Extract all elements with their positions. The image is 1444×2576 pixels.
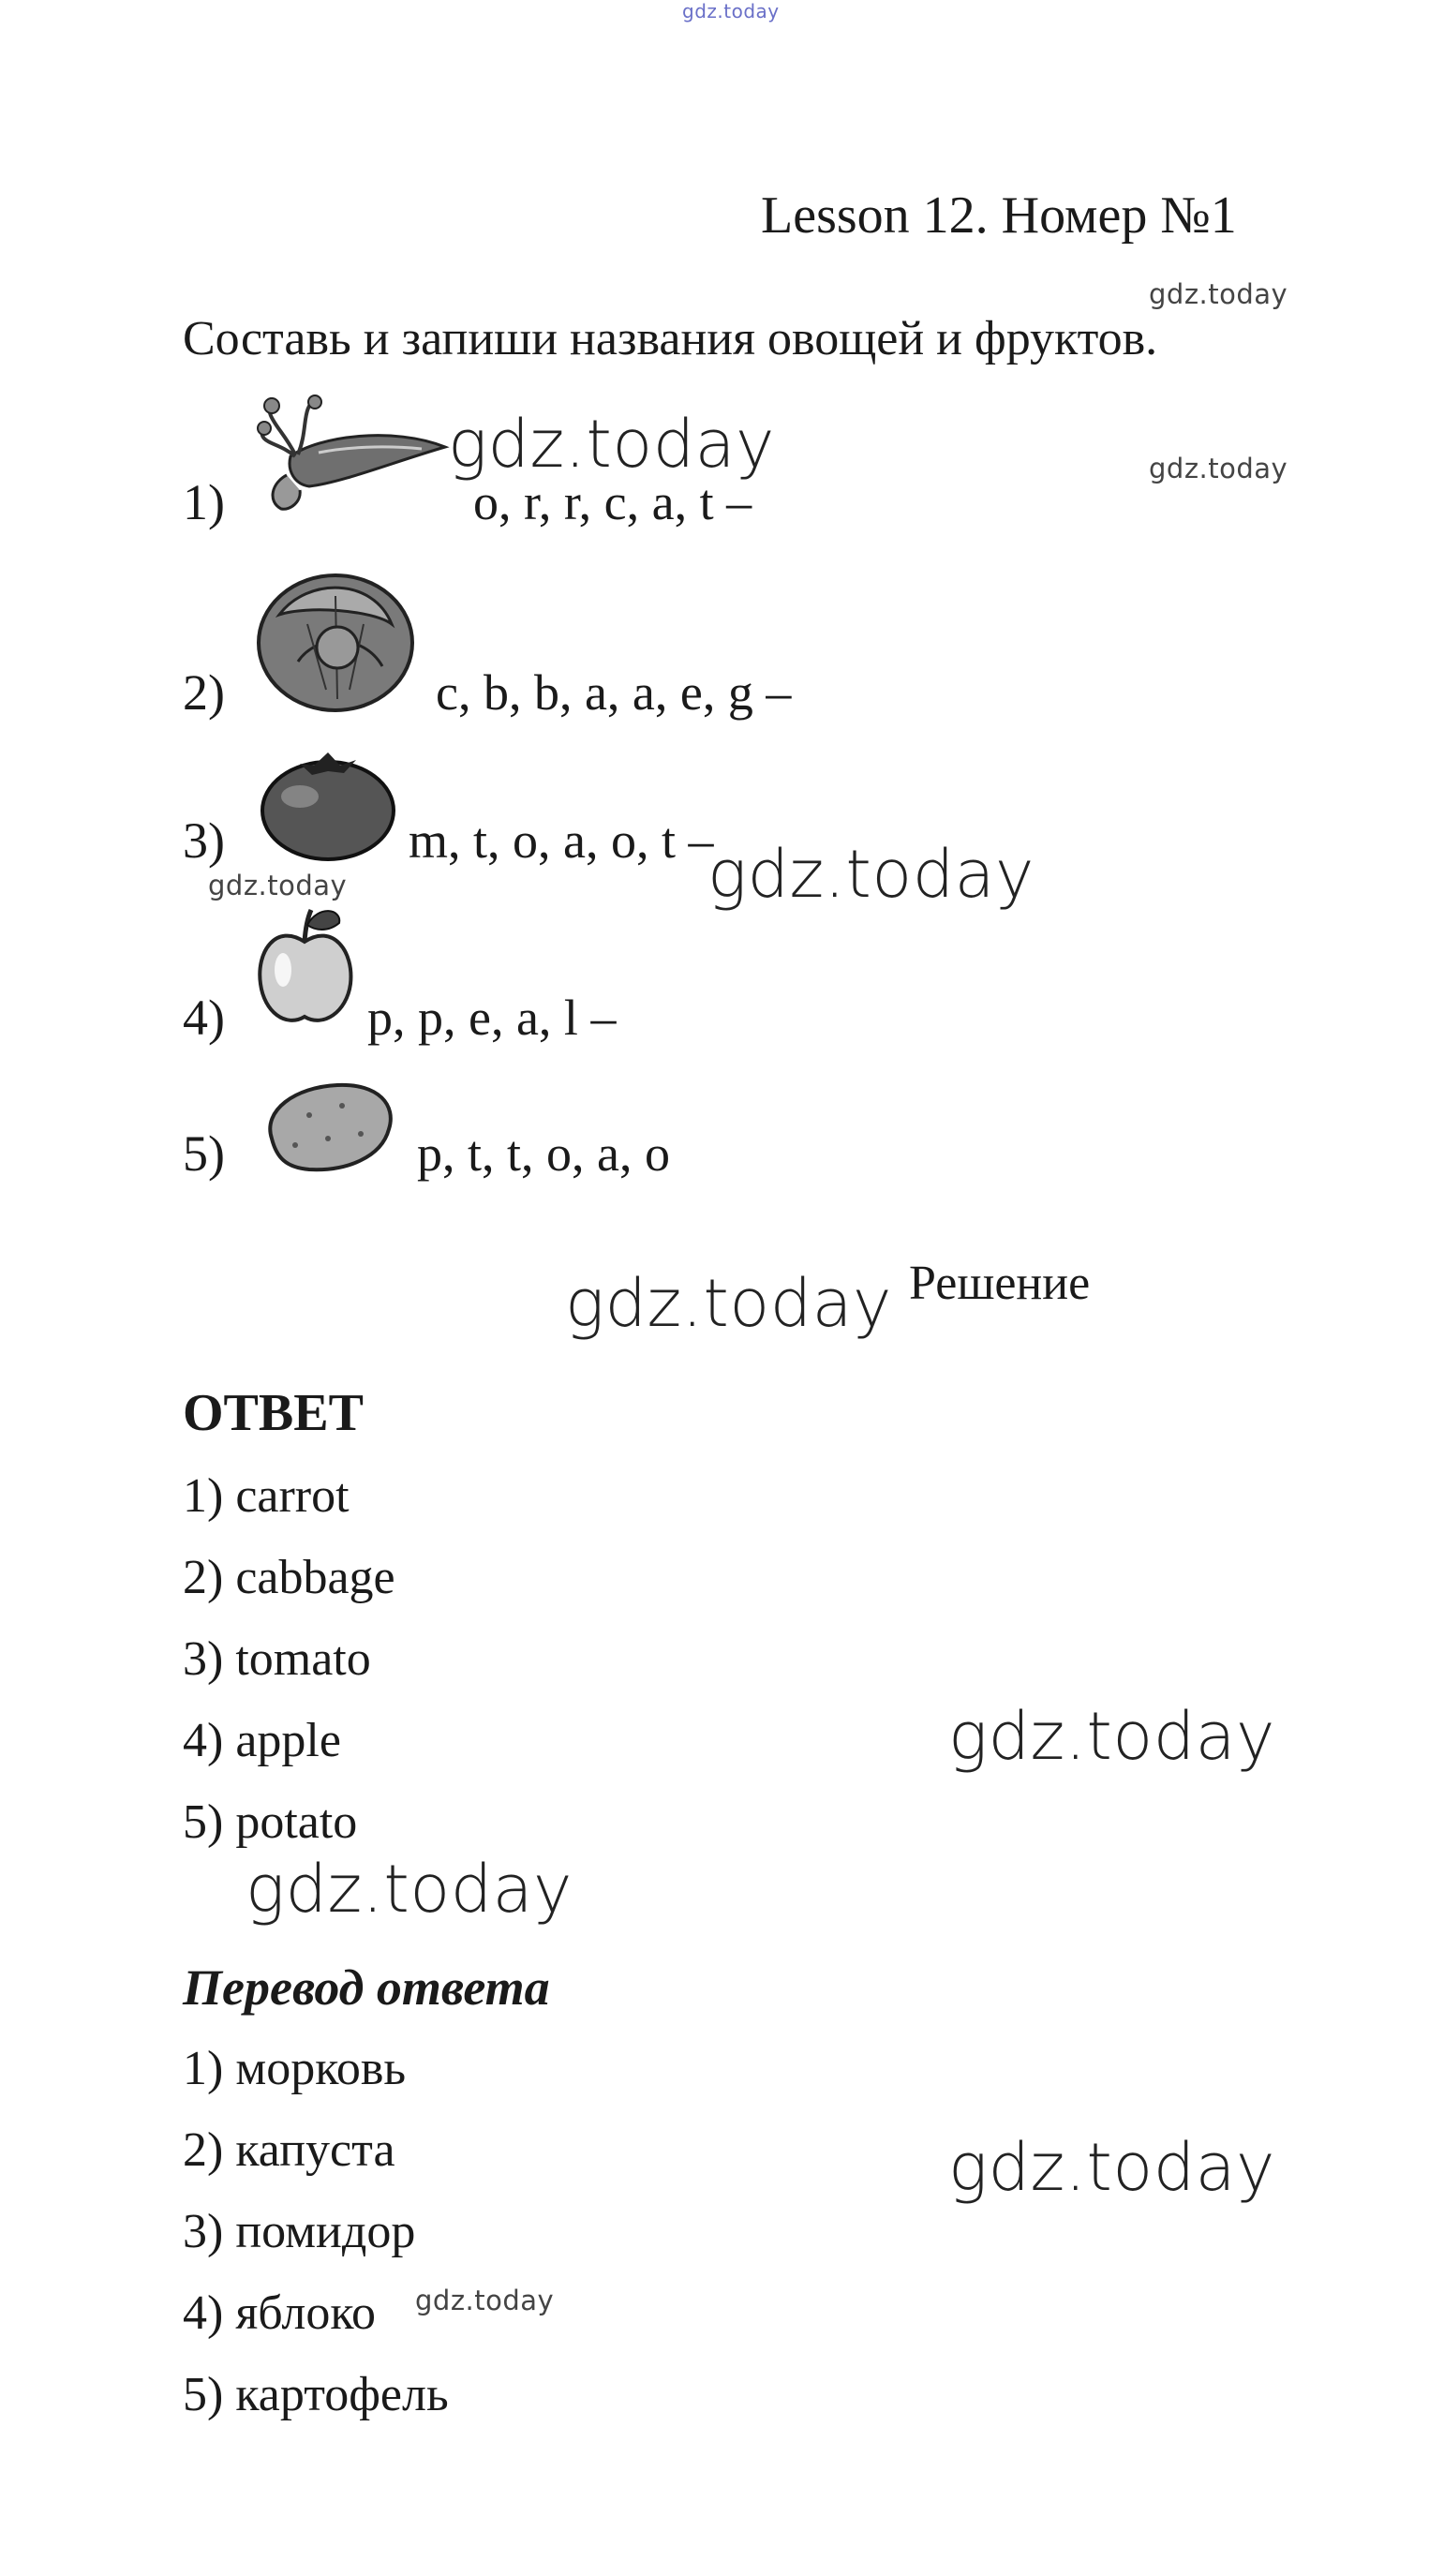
watermark-large: gdz.today	[246, 1851, 573, 1928]
task-instruction: Составь и запиши названия овощей и фруктов.	[183, 312, 1158, 365]
item-number: 5)	[183, 1125, 225, 1182]
watermark-large: gdz.today	[948, 2129, 1275, 2206]
potato-icon	[258, 1078, 398, 1181]
answer-line: 5) potato	[183, 1795, 358, 1849]
item-number: 2)	[183, 664, 225, 721]
item-letters: p, p, e, a, l –	[367, 990, 617, 1046]
translation-line: 2) капуста	[183, 2123, 395, 2177]
translation-heading: Перевод ответа	[183, 1959, 550, 2016]
item-letters: m, t, o, a, o, t –	[409, 812, 714, 869]
answer-line: 1) carrot	[183, 1469, 350, 1523]
item-letters: o, r, r, c, a, t –	[473, 474, 752, 530]
item-letters: c, b, b, a, a, e, g –	[436, 664, 792, 721]
watermark-small: gdz.today	[415, 2285, 555, 2316]
watermark-large: gdz.today	[948, 1698, 1275, 1775]
page-title: Lesson 12. Номер №1	[761, 186, 1237, 245]
answer-heading: ОТВЕТ	[183, 1384, 364, 1442]
translation-line: 1) морковь	[183, 2042, 407, 2095]
item-number: 3)	[183, 812, 225, 869]
watermark-large: gdz.today	[565, 1265, 892, 1342]
apple-icon	[253, 904, 356, 1035]
watermark-small: gdz.today	[1149, 278, 1288, 310]
watermark-large: gdz.today	[707, 836, 1035, 913]
cabbage-icon	[251, 558, 420, 718]
translation-line: 4) яблоко	[183, 2286, 376, 2340]
answer-line: 4) apple	[183, 1714, 341, 1767]
answer-line: 3) tomato	[183, 1632, 371, 1686]
item-number: 1)	[183, 474, 225, 530]
item-letters: p, t, t, o, a, o	[417, 1125, 670, 1182]
translation-line: 3) помидор	[183, 2205, 416, 2258]
carrot-icon	[253, 389, 459, 520]
answer-line: 2) cabbage	[183, 1551, 395, 1604]
item-number: 4)	[183, 990, 225, 1046]
watermark-small: gdz.today	[1149, 453, 1288, 484]
watermark-large: gdz.today	[448, 406, 775, 483]
solution-heading: Решение	[909, 1257, 1091, 1310]
watermark-top: gdz.today	[682, 0, 780, 22]
tomato-icon	[258, 745, 398, 862]
watermark-small: gdz.today	[208, 870, 348, 901]
translation-line: 5) картофель	[183, 2368, 449, 2421]
